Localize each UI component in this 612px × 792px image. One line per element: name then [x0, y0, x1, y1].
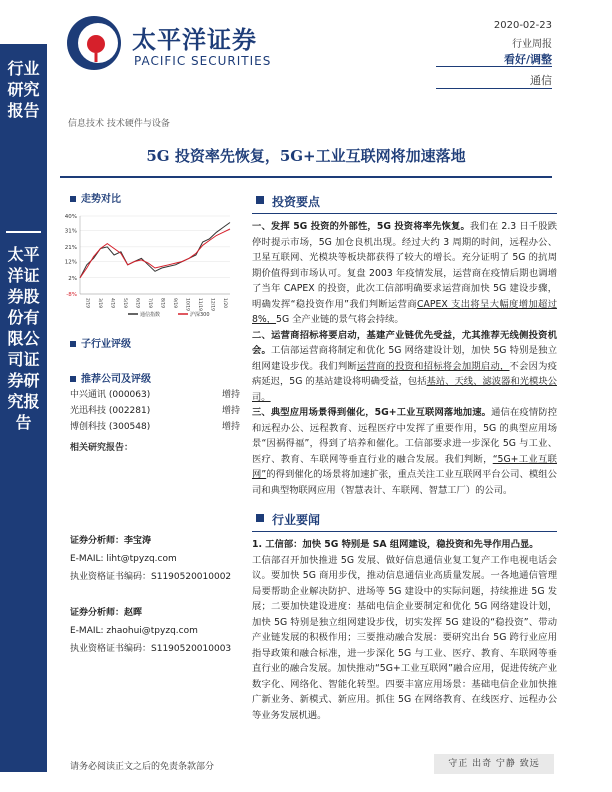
y-tick-label: 21% — [64, 244, 77, 251]
x-tick-label: 10/19 — [184, 298, 190, 311]
left-vertical-band — [0, 44, 47, 772]
reco-rating: 增持 — [221, 422, 240, 432]
news-item-1: 1. 工信部：加快 5G 特别是 SA 组网建设，稳投资和先导作用凸显。 工信部召开加快推进 5G 发展、做好信息通信业复工复产工作电视电话会议。要加快 5G 商用步伐，推动信息通信业高质量发展。一各地通信管理局要帮助企业解决防护、进场等 5G 建设中的实际问题，持续推进 5G 发展；二要加快建设进度：基础电信企业要制定和优化 5G 网络建设计划，加快 5G 特别是独立组网建设步伐，切实发挥 5G 建设的“稳投资”、带动产业链发展的积极作用；三要推动融合发展：要研究出台 5G 跨行业应用指导政策和融合标准，进一步深化 5G 与工业、医疗、教育、车联网等垂直行业的融合发展。加快推动“5G+工业互联网”融合应用，促进传统产业数字化、网络化、智能化转型。四要丰富应用场景：基础电信企业加快推广新业务、新模式、新应用。抓住 5G 在网络教育、在线医疗、远程办公等业务发展机遇。 — [252, 539, 557, 721]
pacific-logo-icon — [65, 14, 123, 72]
trend-chart — [58, 210, 236, 322]
reco-rating: 增持 — [221, 390, 240, 400]
y-tick-label: -8% — [66, 292, 77, 298]
breadcrumb: 信息技术 技术硬件与设备 — [68, 119, 170, 129]
y-tick-label: 40% — [64, 214, 77, 220]
analyst-license: 执业资格证书编码：S1190520010003 — [70, 644, 232, 654]
reco-row — [70, 388, 240, 403]
key-point-2: 二、运营商招标将要启动，基建产业链优先受益，尤其推荐无线侧投资机会。工信部运营商将制定和优化 5G 网络建设计划，加快 5G 特别是独立组网建设步伐。我们判断运营商的投资和招标将会加期启动，不会因为疫病延迟，5G 的基站建设将明确受益，包括基站、天线、滤波器和光模块公司。 — [252, 329, 557, 403]
x-tick-label: 9/19 — [171, 298, 177, 309]
x-tick-label: 4/19 — [109, 298, 115, 309]
analyst-block — [70, 604, 231, 658]
analyst-name: 证券分析师：李宝涛 — [70, 536, 152, 546]
header-rule — [436, 66, 552, 67]
x-tick-label: 6/19 — [134, 298, 140, 309]
key-point-1: 一、发挥 5G 投资的外部性，5G 投资将率先恢复。我们在 2.3 日千股跌停时提示市场，5G 加仓良机出现。经过大约 3 周期的时间，远程办公、卫星互联网、光模块等板块都获得了较大的增长。充分证明了 5G 的抗周期价值得到市场认可。复盘 2003 年疫情发展，运营商在疫情后期也调增了当年 CAPEX 的投资，此次工信部明确要求运营商加快 5G 建设步骤，明确发挥“稳投资作用”我们判断运营商CAPEX 支出将呈大幅度增加超过 8%，5G 全产业链的景气将会持续。 — [252, 221, 558, 325]
analyst-email[interactable]: E-MAIL: liht@tpyzq.com — [70, 554, 177, 564]
x-tick-label: 2/19 — [84, 298, 90, 309]
key-point-3: 三、典型应用场景得到催化，5G+工业互联网落地加速。通信在疫情防控和远程办公、远程教育、远程医疗中发挥了重要作用，5G 的典型应用场景“因祸得福”，得到了培养和催化。工信部要求进一步深化 5G 与工业、医疗、教育、车联网等垂直行业的融合发展。我们判断，“5G+工业互联网”的得到催化的场景将加速扩张，重点关注工业互联网平台公司、模组公司和典型物联网应用（智慧表计、车联网、智慧工厂）的公司。 — [252, 407, 557, 496]
industry-news-title: 行业要闻 — [252, 508, 557, 532]
y-tick-label: 2% — [68, 275, 77, 282]
reco-company: 博创科技 (300548) — [70, 422, 151, 432]
legend-label: 通信指数 — [140, 312, 161, 318]
report-date: 2020-02-23 — [493, 20, 552, 31]
analyst-email[interactable]: E-MAIL: zhaohui@tpyzq.com — [70, 626, 198, 636]
y-tick-label: 31% — [64, 228, 77, 235]
recommended-companies-title: 推荐公司及评级 — [70, 370, 151, 385]
logo-chinese-name: 太平洋证券 — [132, 26, 257, 54]
sub-rating-title: 子行业评级 — [70, 335, 131, 350]
reco-rating: 增持 — [221, 406, 240, 416]
x-tick-label: 12/19 — [209, 298, 215, 311]
industry-name: 通信 — [530, 74, 552, 87]
x-tick-label: 8/19 — [159, 298, 165, 309]
reco-row — [70, 404, 240, 419]
disclaimer-text: 请务必阅读正文之后的免责条款部分 — [70, 762, 215, 772]
reco-company: 光迅科技 (002281) — [70, 406, 151, 416]
title-divider — [60, 176, 552, 178]
x-tick-label: 1/20 — [221, 298, 227, 309]
x-tick-label: 5/19 — [121, 298, 127, 309]
main-content — [252, 190, 557, 723]
legend-label: 沪深300 — [190, 312, 210, 318]
report-type: 行业周报 — [512, 39, 552, 50]
band-divider — [6, 231, 41, 233]
company-motto: 守正 出奇 宁静 致远 — [434, 754, 554, 774]
y-tick-label: 12% — [64, 259, 77, 266]
reco-company: 中兴通讯 (000063) — [70, 390, 151, 400]
logo-english-name: PACIFIC SECURITIES — [134, 54, 272, 68]
series-line — [80, 229, 230, 278]
analyst-name: 证券分析师：赵晖 — [70, 608, 143, 618]
related-reports-title: 相关研究报告： — [70, 443, 134, 453]
analyst-block — [70, 532, 231, 586]
x-tick-label: 3/19 — [96, 298, 102, 309]
key-points-title: 投资要点 — [252, 190, 557, 214]
x-tick-label: 7/19 — [146, 298, 152, 309]
band-bottom-text: 太平洋证券股份有限公司证券研究报告 — [7, 245, 40, 432]
industry-rating: 看好/调整 — [503, 53, 552, 66]
page-title: 5G 投资率先恢复，5G+工业互联网将加速落地 — [146, 147, 466, 165]
reco-row — [70, 420, 240, 435]
header-rule — [436, 88, 552, 89]
chart-section-title: 走势对比 — [70, 190, 121, 205]
x-tick-label: 11/19 — [196, 298, 202, 311]
analyst-license: 执业资格证书编码：S1190520010002 — [70, 572, 232, 582]
band-top-text: 行业研究报告 — [7, 59, 40, 120]
